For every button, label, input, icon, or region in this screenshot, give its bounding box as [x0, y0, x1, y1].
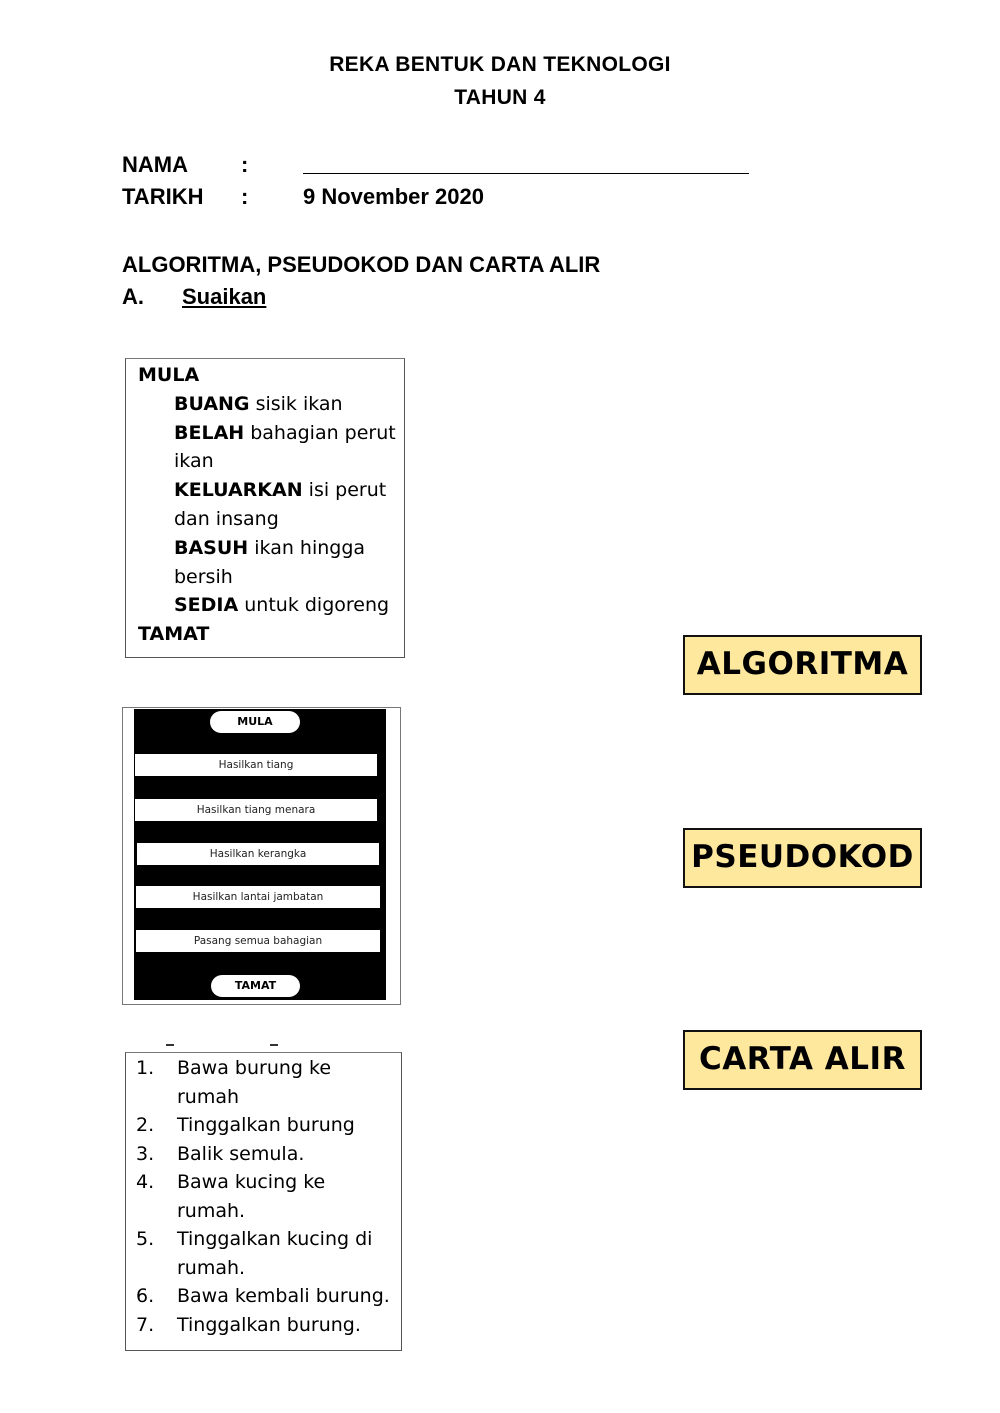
answer-algoritma[interactable]: ALGORITMA: [683, 635, 922, 695]
name-colon: :: [241, 152, 249, 177]
list-item: [136, 1254, 390, 1283]
list-text: rumah.: [177, 1199, 246, 1222]
pseudocode-start: MULA: [138, 364, 200, 386]
list-number: [136, 1197, 177, 1226]
date-colon: :: [241, 184, 249, 209]
name-input-line[interactable]: [303, 173, 749, 174]
date-label: TARIKH: [122, 184, 204, 209]
list-item: [136, 1140, 390, 1169]
pseudocode-text: bahagian perut: [244, 421, 396, 444]
pseudocode-keyword: SEDIA: [174, 594, 239, 617]
divider-mark: [166, 1044, 174, 1046]
list-item: [136, 1083, 390, 1112]
list-text: Tinggalkan burung.: [177, 1313, 361, 1336]
list-text: Bawa burung ke: [177, 1057, 332, 1079]
list-item: [136, 1225, 390, 1254]
pseudocode-end: TAMAT: [138, 623, 210, 646]
part-title: Suaikan: [182, 284, 267, 309]
list-item: [136, 1168, 390, 1197]
flowchart-step: Hasilkan lantai jambatan: [136, 886, 380, 908]
list-text: Tinggalkan burung: [177, 1114, 355, 1136]
list-text: rumah: [177, 1085, 240, 1108]
flowchart-canvas: [134, 709, 386, 1000]
list-text: Tinggalkan kucing di: [177, 1228, 373, 1250]
list-number: [136, 1254, 177, 1283]
pseudocode-text: ikan hingga: [248, 536, 366, 559]
list-number: 7.: [136, 1313, 155, 1336]
flowchart-step: Pasang semua bahagian: [136, 930, 380, 952]
list-number: 6.: [136, 1285, 155, 1307]
pseudocode-keyword: BELAH: [174, 421, 245, 444]
flowchart-step: Hasilkan kerangka: [137, 843, 379, 865]
flowchart-box[interactable]: [122, 707, 401, 1005]
pseudocode-lines: [138, 361, 396, 649]
pseudocode-text: untuk digoreng: [238, 594, 390, 617]
flowchart-end: TAMAT: [211, 975, 300, 997]
pseudocode-keyword: BASUH: [174, 536, 249, 559]
pseudocode-box[interactable]: [125, 358, 405, 658]
list-item: [136, 1054, 390, 1083]
list-item: [136, 1282, 390, 1311]
date-value: 9 November 2020: [303, 184, 484, 209]
list-number: 1.: [136, 1057, 155, 1079]
part-letter: A.: [122, 284, 144, 309]
list-text: Bawa kembali burung.: [177, 1285, 390, 1307]
worksheet-subject: REKA BENTUK DAN TEKNOLOGI: [329, 53, 671, 76]
list-number: 4.: [136, 1171, 155, 1193]
section-heading: ALGORITMA, PSEUDOKOD DAN CARTA ALIR: [122, 252, 601, 277]
answer-pseudokod[interactable]: PSEUDOKOD: [683, 828, 922, 888]
list-item: [136, 1111, 390, 1140]
list-number: 5.: [136, 1228, 155, 1250]
name-label: NAMA: [122, 152, 188, 177]
pseudocode-keyword: KELUARKAN: [174, 479, 303, 502]
worksheet-year: TAHUN 4: [454, 86, 546, 109]
divider-mark: [270, 1044, 278, 1046]
pseudocode-text: bersih: [174, 565, 233, 588]
list-number: 2.: [136, 1114, 155, 1136]
list-number: 3.: [136, 1142, 155, 1165]
list-text: Bawa kucing ke: [177, 1171, 326, 1193]
pseudocode-keyword: BUANG: [174, 392, 250, 415]
algorithm-lines: [136, 1054, 390, 1339]
flowchart-start: MULA: [210, 711, 300, 733]
list-number: [136, 1083, 177, 1112]
flowchart-step: Hasilkan tiang: [135, 754, 377, 776]
list-text: rumah.: [177, 1256, 246, 1279]
pseudocode-text: dan insang: [174, 507, 279, 530]
list-item: [136, 1197, 390, 1226]
pseudocode-text: sisik ikan: [249, 392, 343, 415]
flowchart-step: Hasilkan tiang menara: [135, 799, 377, 821]
algorithm-box[interactable]: [125, 1052, 402, 1351]
pseudocode-text: ikan: [174, 450, 214, 473]
answer-carta-alir[interactable]: CARTA ALIR: [683, 1030, 922, 1090]
list-text: Balik semula.: [177, 1142, 305, 1165]
pseudocode-text: isi perut: [302, 479, 387, 502]
list-item: [136, 1311, 390, 1340]
